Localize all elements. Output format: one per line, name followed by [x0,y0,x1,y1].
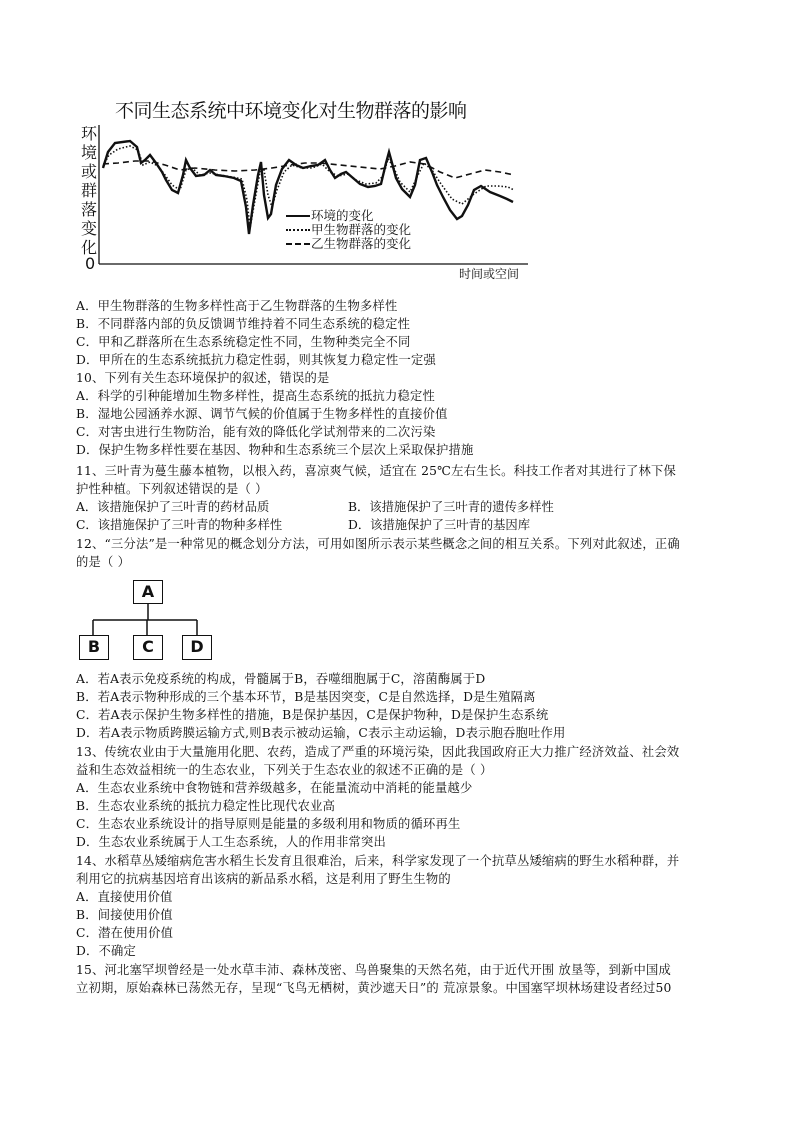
figure-x-axis-label: 时间或空间 [459,267,520,281]
q14-option-a: A．直接使用价值 [76,890,173,904]
concept-box-b: B [79,635,109,660]
q9-option-c: C．甲和乙群落所在生态系统稳定性不同，生物种类完全不同 [76,335,411,349]
figure-y-axis-label: 环境或群落变化 [80,124,97,257]
q11-stem-line2: 护性种植。下列叙述错误的是（ ） [76,482,268,496]
q13-option-d: D．生态农业系统属于人工生态系统，人的作用非常突出 [76,835,386,849]
q14-option-d: D．不确定 [76,944,137,958]
q12-option-b: B．若A表示物种形成的三个基本环节，B是基因突变，C是自然选择，D是生殖隔离 [76,690,536,704]
q11-option-c: C．该措施保护了三叶青的物种多样性 [76,518,283,532]
q9-option-b: B．不同群落内部的负反馈调节维持着不同生态系统的稳定性 [76,317,411,331]
figure-origin-label: 0 [85,254,96,273]
q12-option-c: C．若A表示保护生物多样性的措施，B是保护基因，C是保护物种，D是保护生态系统 [76,708,549,722]
q10-option-a: A．科学的引种能增加生物多样性，提高生态系统的抵抗力稳定性 [76,389,435,403]
question-13 [76,743,740,851]
q12-option-d: D．若A表示物质跨膜运输方式,则B表示被动运输，C表示主动运输，D表示胞吞胞吐作用 [76,726,566,740]
legend-label: 甲生物群落的变化 [311,222,412,237]
q13-stem-line2: 益和生态效益相统一的生态农业，下列关于生态农业的叙述不正确的是（ ） [76,763,493,777]
q10-option-d: D．保护生物多样性要在基因、物种和生态系统三个层次上采取保护措施 [76,443,474,457]
q13-option-a: A．生态农业系统中食物链和营养级越多，在能量流动中消耗的能量越少 [76,781,473,795]
q11-option-d: D．该措施保护了三叶青的基因库 [348,518,531,532]
q12-option-a: A．若A表示免疫系统的构成，骨髓属于B，吞噬细胞属于C，溶菌酶属于D [76,672,486,686]
q11-stem-line1: 11、三叶青为蔓生藤本植物，以根入药，喜凉爽气候，适宜在 25℃左右生长。科技工作者对其进行了林下保 [76,464,677,478]
q10-option-c: C．对害虫进行生物防治，能有效的降低化学试剂带来的二次污染 [76,425,436,439]
question-14 [76,852,740,960]
concept-box-c: C [133,635,163,660]
q9-option-a: A．甲生物群落的生物多样性高于乙生物群落的生物多样性 [76,299,398,313]
q15-stem-line2: 立初期，原始森林已荡然无存，呈现“飞鸟无栖树，黄沙遮天日”的 荒凉景象。中国塞罕坝林场建设者经过50 [76,981,672,995]
figure-title: 不同生态系统中环境变化对生物群落的影响 [115,100,467,122]
q11-option-a: A．该措施保护了三叶青的药材品质 [76,500,270,514]
q13-stem-line1: 13、传统农业由于大量施用化肥、农药，造成了严重的环境污染，因此我国政府正大力推广经济效益、社会效 [76,745,680,759]
q14-stem-line2: 利用它的抗病基因培育出该病的新品系水稻，这是利用了野生生物的 [76,872,451,886]
legend-label: 乙生物群落的变化 [311,236,412,251]
legend-label: 环境的变化 [311,208,374,223]
concept-box-a: A [133,580,163,604]
q12-options [76,670,740,742]
question-15 [76,961,740,997]
q14-option-c: C．潜在使用价值 [76,926,174,940]
q10-stem: 10、下列有关生态环境保护的叙述，错误的是 [76,371,330,385]
q11-option-b: B．该措施保护了三叶青的遗传多样性 [348,500,554,514]
q9-option-d: D．甲所在的生态系统抵抗力稳定性弱，则其恢复力稳定性一定强 [76,353,436,367]
q14-option-b: B．间接使用价值 [76,908,173,922]
q13-option-c: C．生态农业系统设计的指导原则是能量的多级利用和物质的循环再生 [76,817,461,831]
q14-stem-line1: 14、水稻草丛矮缩病危害水稻生长发育且很难治，后来，科学家发现了一个抗草丛矮缩病的野生水稻种群，并 [76,854,680,868]
q15-stem-line1: 15、河北塞罕坝曾经是一处水草丰沛、森林茂密、鸟兽聚集的天然名苑，由于近代开围 放垦等，到新中国成 [76,963,672,977]
concept-box-d: D [182,635,212,660]
q12-stem-line2: 的是（ ） [76,555,131,569]
q10-option-b: B．湿地公园涵养水源、调节气候的价值属于生物多样性的直接价值 [76,407,448,421]
q13-option-b: B．生态农业系统的抵抗力稳定性比现代农业高 [76,799,336,813]
q12-stem-line1: 12、“三分法”是一种常见的概念划分方法，可用如图所示表示某些概念之间的相互关系。下列对此叙述，正确 [76,537,680,551]
